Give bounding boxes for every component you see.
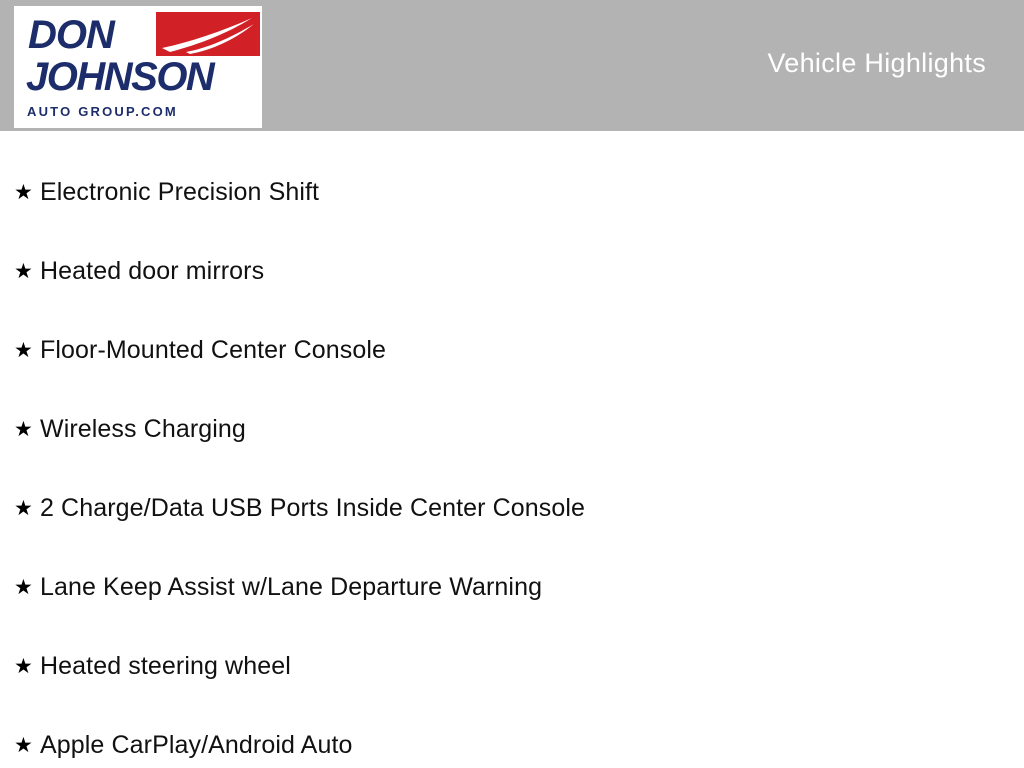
star-icon: ★ (14, 576, 33, 599)
list-item (0, 548, 1024, 627)
list-item-label: Electronic Precision Shift (40, 178, 320, 206)
star-icon: ★ (14, 497, 33, 520)
list-item-label: Heated steering wheel (40, 652, 291, 680)
list-item-label: Floor-Mounted Center Console (40, 336, 387, 364)
list-item (0, 706, 1024, 768)
logo-tagline: AUTO GROUP.COM (27, 104, 178, 119)
list-item (0, 232, 1024, 311)
swoosh-icon (156, 12, 260, 56)
list-item-label: 2 Charge/Data USB Ports Inside Center Console (40, 494, 586, 522)
star-icon: ★ (14, 418, 33, 441)
highlights-list (0, 131, 1024, 768)
list-item-label: Wireless Charging (40, 415, 246, 443)
logo-line-1: DON (28, 13, 114, 57)
list-item (0, 627, 1024, 706)
star-icon: ★ (14, 181, 33, 204)
page-header (0, 0, 1024, 131)
logo-line-2: JOHNSON (26, 55, 214, 99)
dealer-logo[interactable] (14, 6, 262, 128)
list-item (0, 153, 1024, 232)
list-item (0, 469, 1024, 548)
list-item (0, 311, 1024, 390)
star-icon: ★ (14, 260, 33, 283)
list-item-label: Apple CarPlay/Android Auto (40, 731, 353, 759)
logo-artwork (14, 6, 262, 128)
list-item-label: Lane Keep Assist w/Lane Departure Warning (40, 573, 543, 601)
page-title: Vehicle Highlights (767, 48, 986, 78)
list-item-label: Heated door mirrors (40, 257, 265, 285)
list-item (0, 390, 1024, 469)
star-icon: ★ (14, 734, 33, 757)
star-icon: ★ (14, 339, 33, 362)
star-icon: ★ (14, 655, 33, 678)
